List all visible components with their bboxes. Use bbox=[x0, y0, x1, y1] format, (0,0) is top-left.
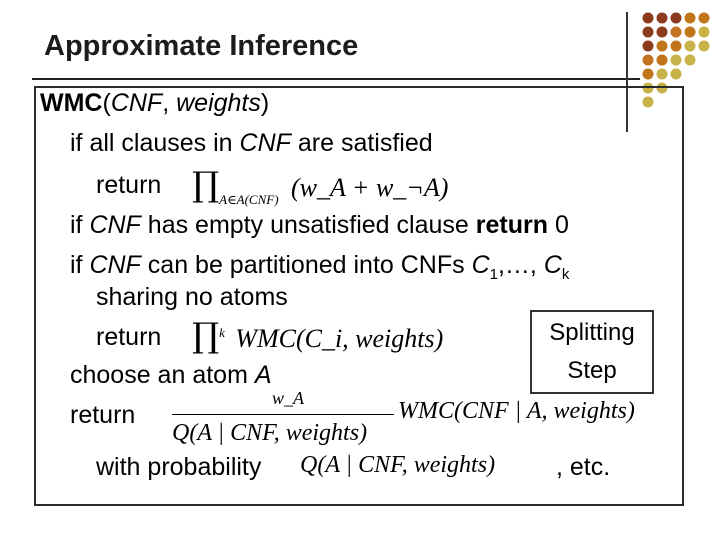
dot-row-5 bbox=[643, 69, 682, 80]
fraction-numerator: w_A bbox=[272, 388, 305, 408]
etc-text: , etc. bbox=[556, 453, 611, 481]
dot-row-1 bbox=[643, 13, 710, 24]
fraction-denominator: Q(A | CNF, weights) bbox=[172, 420, 368, 446]
fraction-rhs: WMC(CNF | A, weights) bbox=[398, 398, 635, 424]
dot-row-2 bbox=[643, 27, 710, 38]
dot-row-4 bbox=[643, 55, 696, 66]
line-all-satisfied: if all clauses in CNF are satisfied bbox=[70, 129, 433, 157]
fraction-bar bbox=[172, 414, 394, 415]
line-return-product: return bbox=[96, 171, 162, 199]
line-sharing-no-atoms: sharing no atoms bbox=[96, 283, 288, 311]
line-return-split: return bbox=[96, 323, 162, 351]
probability-formula: Q(A | CNF, weights) bbox=[300, 452, 496, 478]
splitting-step-callout: Splitting Step bbox=[530, 310, 654, 394]
split-product-formula: ∏$^k$ WMC(C_i, weights) bbox=[192, 316, 444, 356]
title-underline bbox=[32, 78, 640, 80]
function-signature: WMC(CNF, weights) bbox=[40, 89, 270, 117]
product-formula: $\prod_{A\in A(CNF)}$ (w_A + w_¬A) bbox=[192, 165, 449, 208]
dot-row-3 bbox=[643, 41, 710, 52]
line-empty-clause: if CNF has empty unsatisfied clause return 0 bbox=[70, 211, 569, 239]
line-partition: if CNF can be partitioned into CNFs $C_1,\dots$, $C_k$ bbox=[70, 251, 570, 283]
line-choose-atom: choose an atom A bbox=[70, 361, 272, 389]
line-with-probability: with probability bbox=[96, 453, 262, 481]
line-return-fraction: return bbox=[70, 401, 136, 429]
function-name: WMC bbox=[40, 89, 103, 117]
slide-title: Approximate Inference bbox=[44, 30, 359, 62]
